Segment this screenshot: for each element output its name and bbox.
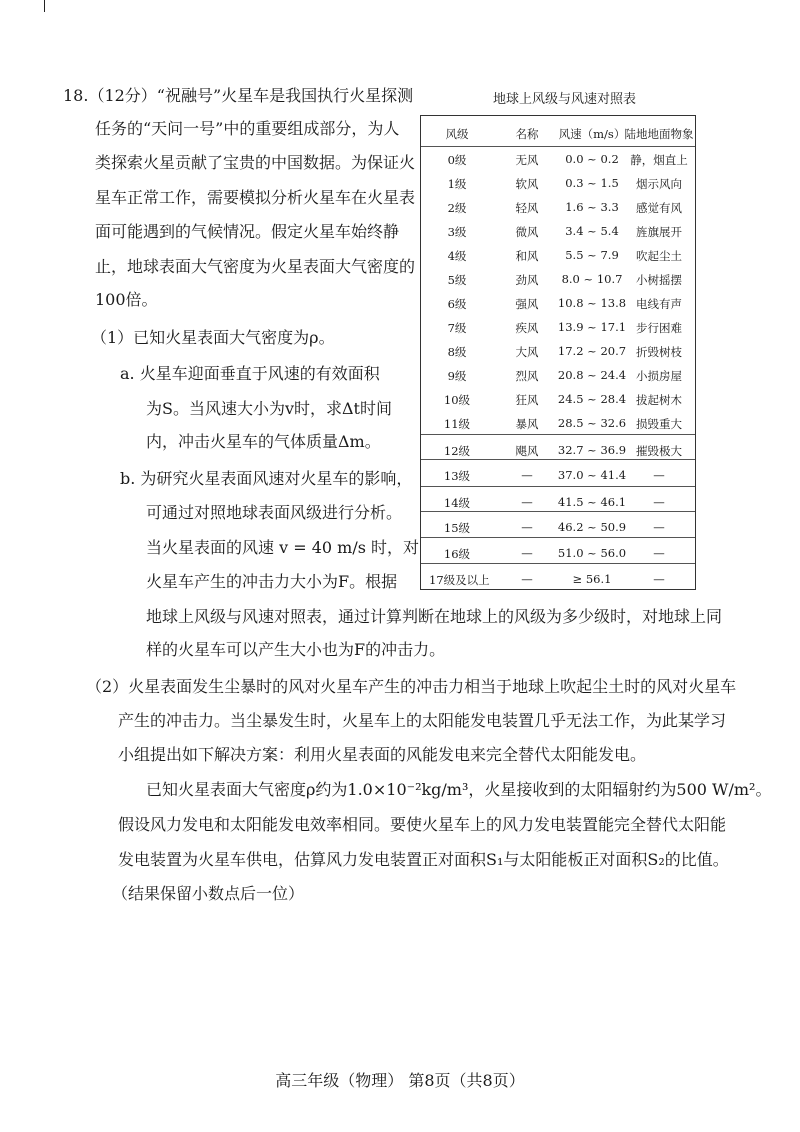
table-cell: 8.0 ~ 10.7 xyxy=(561,272,623,286)
table-divider xyxy=(421,486,695,487)
table-cell: — xyxy=(653,468,665,482)
table-cell: 折毁树枝 xyxy=(636,345,682,359)
table-cell: — xyxy=(653,546,665,560)
table-cell: 12级 xyxy=(443,444,471,458)
table-cell: 5级 xyxy=(447,273,467,287)
part1a-line: a. 火星车迎面垂直于风速的有效面积 xyxy=(120,364,380,383)
question-intro-line: 100倍。 xyxy=(95,290,158,309)
table-cell: 旌旗展开 xyxy=(636,225,682,239)
table-divider xyxy=(421,537,695,538)
table-cell: 0级 xyxy=(447,153,467,167)
table-row xyxy=(421,340,695,364)
table-cell: 和风 xyxy=(515,249,539,263)
question-intro-line: 类探索火星贡献了宝贵的中国数据。为保证火 xyxy=(95,153,416,172)
table-cell: 疾风 xyxy=(515,321,539,335)
table-cell: 损毁重大 xyxy=(636,417,682,431)
part1b-line: 可通过对照地球表面风级进行分析。 xyxy=(146,503,403,522)
table-row xyxy=(421,316,695,340)
table-cell: 无风 xyxy=(515,153,539,167)
part2-line: 发电装置为火星车供电，估算风力发电装置正对面积S₁与太阳能板正对面积S₂的比值。 xyxy=(118,850,729,869)
table-row xyxy=(421,244,695,268)
table-cell: 狂风 xyxy=(515,393,539,407)
table-cell: 大风 xyxy=(515,345,539,359)
table-row xyxy=(421,292,695,316)
page-footer: 高三年级（物理） 第8页（共8页） xyxy=(275,1071,525,1090)
table-row xyxy=(421,268,695,292)
table-cell: 摧毁极大 xyxy=(636,444,682,458)
table-cell: 5.5 ~ 7.9 xyxy=(565,248,619,262)
table-divider xyxy=(421,459,695,460)
question-intro-line: 面可能遇到的气候情况。假定火星车始终静 xyxy=(95,222,400,241)
table-cell: — xyxy=(653,572,665,586)
table-cell: 强风 xyxy=(515,297,539,311)
table-cell: 软风 xyxy=(515,177,539,191)
table-cell: — xyxy=(521,468,533,482)
part2-line: 假设风力发电和太阳能发电效率相同。要使火星车上的风力发电装置能完全替代太阳能 xyxy=(118,815,727,834)
table-cell: 轻风 xyxy=(515,201,539,215)
table-header: 风速（m/s） xyxy=(558,127,626,141)
part1a-line: 内，冲击火星车的气体质量Δm。 xyxy=(146,432,381,451)
table-row xyxy=(421,568,695,592)
table-header: 风级 xyxy=(445,127,469,141)
table-header-row xyxy=(421,122,695,146)
part1b-line: 地球上风级与风速对照表，通过计算判断在地球上的风级为多少级时，对地球上同 xyxy=(146,607,723,626)
page-corner-mark xyxy=(44,0,45,12)
table-cell: 16级 xyxy=(443,547,471,561)
table-divider xyxy=(421,146,695,147)
table-cell: 32.7 ~ 36.9 xyxy=(557,443,627,457)
table-cell: 烈风 xyxy=(515,369,539,383)
table-row xyxy=(421,464,695,488)
table-cell: 微风 xyxy=(515,225,539,239)
question-intro-line: 18.（12分）“祝融号”火星车是我国执行火星探测 xyxy=(63,86,414,105)
table-cell: — xyxy=(653,520,665,534)
table-cell: 感觉有风 xyxy=(636,201,682,215)
table-cell: 13.9 ~ 17.1 xyxy=(557,320,627,334)
part2-line: 已知火星表面大气密度ρ约为1.0×10⁻²kg/m³，火星接收到的太阳辐射约为500 W/m²。 xyxy=(146,780,772,799)
table-divider xyxy=(421,511,695,512)
table-cell: 7级 xyxy=(447,321,467,335)
table-cell: 17级及以上 xyxy=(429,573,490,587)
table-cell: — xyxy=(521,520,533,534)
table-cell: 9级 xyxy=(447,369,467,383)
table-row xyxy=(421,364,695,388)
question-intro-line: 星车正常工作，需要模拟分析火星车在火星表 xyxy=(95,188,416,207)
table-cell: 11级 xyxy=(443,417,471,431)
question-intro-line: 止，地球表面大气密度为火星表面大气密度的 xyxy=(95,257,416,276)
table-cell: 10.8 ~ 13.8 xyxy=(557,296,627,310)
table-row xyxy=(421,172,695,196)
table-header: 陆地地面物象 xyxy=(624,127,694,141)
table-cell: 3级 xyxy=(447,225,467,239)
table-cell: 24.5 ~ 28.4 xyxy=(557,392,627,406)
table-cell: 飓风 xyxy=(515,444,539,458)
table-title: 地球上风级与风速对照表 xyxy=(493,92,637,107)
table-cell: 41.5 ~ 46.1 xyxy=(557,495,627,509)
part2-line: （2）火星表面发生尘暴时的风对火星车产生的冲击力相当于地球上吹起尘土时的风对火星车 xyxy=(86,677,737,696)
table-cell: 1.6 ~ 3.3 xyxy=(565,200,619,214)
table-cell: — xyxy=(521,495,533,509)
part1b-line: 火星车产生的冲击力大小为F。根据 xyxy=(146,572,398,591)
table-divider xyxy=(421,563,695,564)
table-cell: 2级 xyxy=(447,201,467,215)
table-cell: 37.0 ~ 41.4 xyxy=(557,468,627,482)
part1a-line: 为S。当风速大小为v时，求Δt时间 xyxy=(146,399,392,418)
table-cell: 10级 xyxy=(443,393,471,407)
table-cell: 8级 xyxy=(447,345,467,359)
part1b-line: 样的火星车可以产生大小也为F的冲击力。 xyxy=(146,640,446,659)
table-row xyxy=(421,196,695,220)
table-cell: 步行困难 xyxy=(636,321,682,335)
table-cell: 51.0 ~ 56.0 xyxy=(557,546,627,560)
part1-line: （1）已知火星表面大气密度为ρ。 xyxy=(91,328,335,347)
table-row xyxy=(421,220,695,244)
table-cell: 暴风 xyxy=(515,417,539,431)
table-cell: 小树摇摆 xyxy=(636,273,682,287)
table-cell: 17.2 ~ 20.7 xyxy=(557,344,627,358)
table-cell: 15级 xyxy=(443,521,471,535)
table-row xyxy=(421,388,695,412)
table-cell: 拔起树木 xyxy=(636,393,682,407)
table-cell: 0.0 ~ 0.2 xyxy=(565,152,619,166)
table-row xyxy=(421,412,695,436)
table-cell: 小损房屋 xyxy=(636,369,682,383)
wind-speed-table xyxy=(420,115,696,590)
part2-line: 小组提出如下解决方案：利用火星表面的风能发电来完全替代太阳能发电。 xyxy=(118,745,647,764)
table-cell: — xyxy=(653,495,665,509)
table-cell: 0.3 ~ 1.5 xyxy=(565,176,619,190)
part1b-line: b. 为研究火星表面风速对火星车的影响， xyxy=(120,469,413,488)
table-cell: — xyxy=(521,546,533,560)
table-cell: 20.8 ~ 24.4 xyxy=(557,368,627,382)
table-cell: 14级 xyxy=(443,496,471,510)
table-cell: 电线有声 xyxy=(636,297,682,311)
table-divider xyxy=(421,434,695,435)
table-cell: 吹起尘土 xyxy=(636,249,682,263)
table-cell: 静，烟直上 xyxy=(630,153,688,167)
table-cell: 28.5 ~ 32.6 xyxy=(557,416,627,430)
part2-line: 产生的冲击力。当尘暴发生时，火星车上的太阳能发电装置几乎无法工作，为此某学习 xyxy=(118,711,727,730)
part2-line: （结果保留小数点后一位） xyxy=(112,884,305,903)
question-intro-line: 任务的“天问一号”中的重要组成部分，为人 xyxy=(95,119,400,138)
table-cell: 6级 xyxy=(447,297,467,311)
table-cell: 劲风 xyxy=(515,273,539,287)
table-row xyxy=(421,148,695,172)
table-cell: — xyxy=(521,572,533,586)
table-cell: ≥ 56.1 xyxy=(572,572,612,586)
table-header: 名称 xyxy=(515,127,539,141)
table-cell: 13级 xyxy=(443,469,471,483)
table-cell: 3.4 ~ 5.4 xyxy=(565,224,619,238)
table-cell: 46.2 ~ 50.9 xyxy=(557,520,627,534)
part1b-line: 当火星表面的风速 v = 40 m/s 时，对 xyxy=(146,538,420,557)
table-cell: 1级 xyxy=(447,177,467,191)
table-cell: 烟示风向 xyxy=(636,177,682,191)
table-cell: 4级 xyxy=(447,249,467,263)
